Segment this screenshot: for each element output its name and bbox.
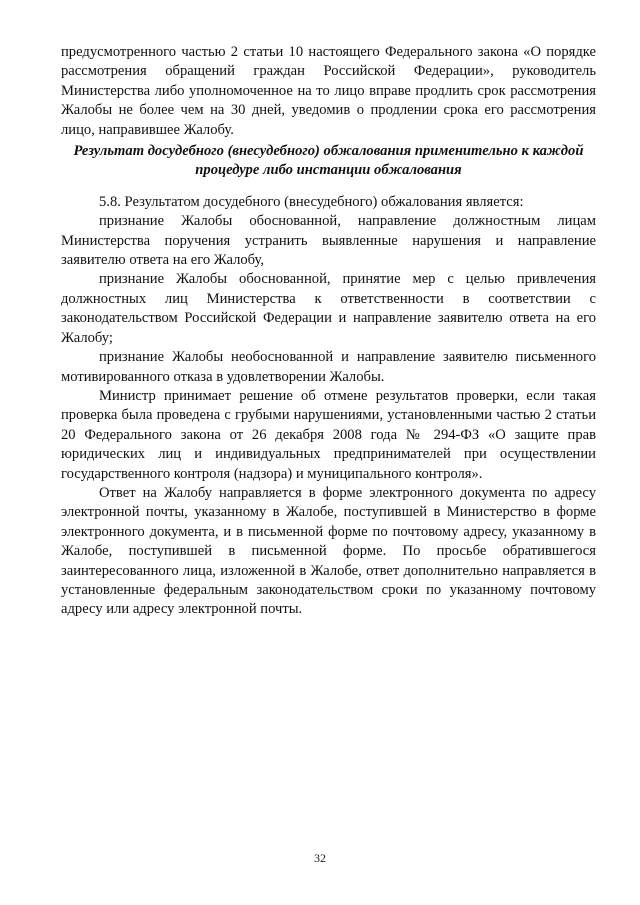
page-number: 32 [314, 851, 326, 865]
paragraph-5-8: 5.8. Результатом досудебного (внесудебного) обжалования является: [99, 193, 524, 210]
paragraph-outcome-2: признание Жалобы обоснованной, принятие мер с целью привлечения должностных лиц Министерства к ответственности в соответствии с законодательством Российской Федерации и направление заявителю ответа на его Жалобу; [61, 271, 596, 346]
paragraph-outcome-1: признание Жалобы обоснованной, направление должностным лицам Министерства поручения устранить выявленные нарушения и направление заявителю ответа на его Жалобу, [61, 213, 596, 269]
paragraph-minister-decision: Министр принимает решение об отмене результатов проверки, если такая проверка была проведена с грубыми нарушениями, установленными частью 2 статьи 20 Федерального закона от 26 декабря 2008 года № 294-ФЗ «О защите прав юридических лиц и индивидуальных предпринимателей при осуществлении государственного контроля (надзора) и муниципального контроля». [61, 387, 596, 482]
document-page [61, 43, 596, 620]
paragraph-outcome-3: признание Жалобы необоснованной и направление заявителю письменного мотивированного отказа в удовлетворении Жалобы. [61, 349, 596, 385]
paragraph-response-delivery: Ответ на Жалобу направляется в форме электронного документа по адресу электронной почты, указанному в Жалобе, поступившей в Министерство в форме электронного документа, и в письменной форме по почтовому адресу, указанному в Жалобе, поступившей в письменной форме. По просьбе обратившегося заинтересованного лица, изложенной в Жалобе, ответ дополнительно направляется в установленные федеральным законодательством сроки по указанному почтовому адресу или адресу электронной почты. [61, 484, 596, 618]
section-heading: Результат досудебного (внесудебного) обжалования применительно к каждой процедуре либо инстанции обжалования [73, 143, 584, 179]
intro-paragraph: предусмотренного частью 2 статьи 10 настоящего Федерального закона «О порядке рассмотрения обращений граждан Российской Федерации», руководитель Министерства либо уполномоченное на то лицо вправе продлить срок рассмотрения Жалобы не более чем на 30 дней, уведомив о продлении срока его рассмотрения лицо, направившее Жалобу. [61, 44, 596, 138]
